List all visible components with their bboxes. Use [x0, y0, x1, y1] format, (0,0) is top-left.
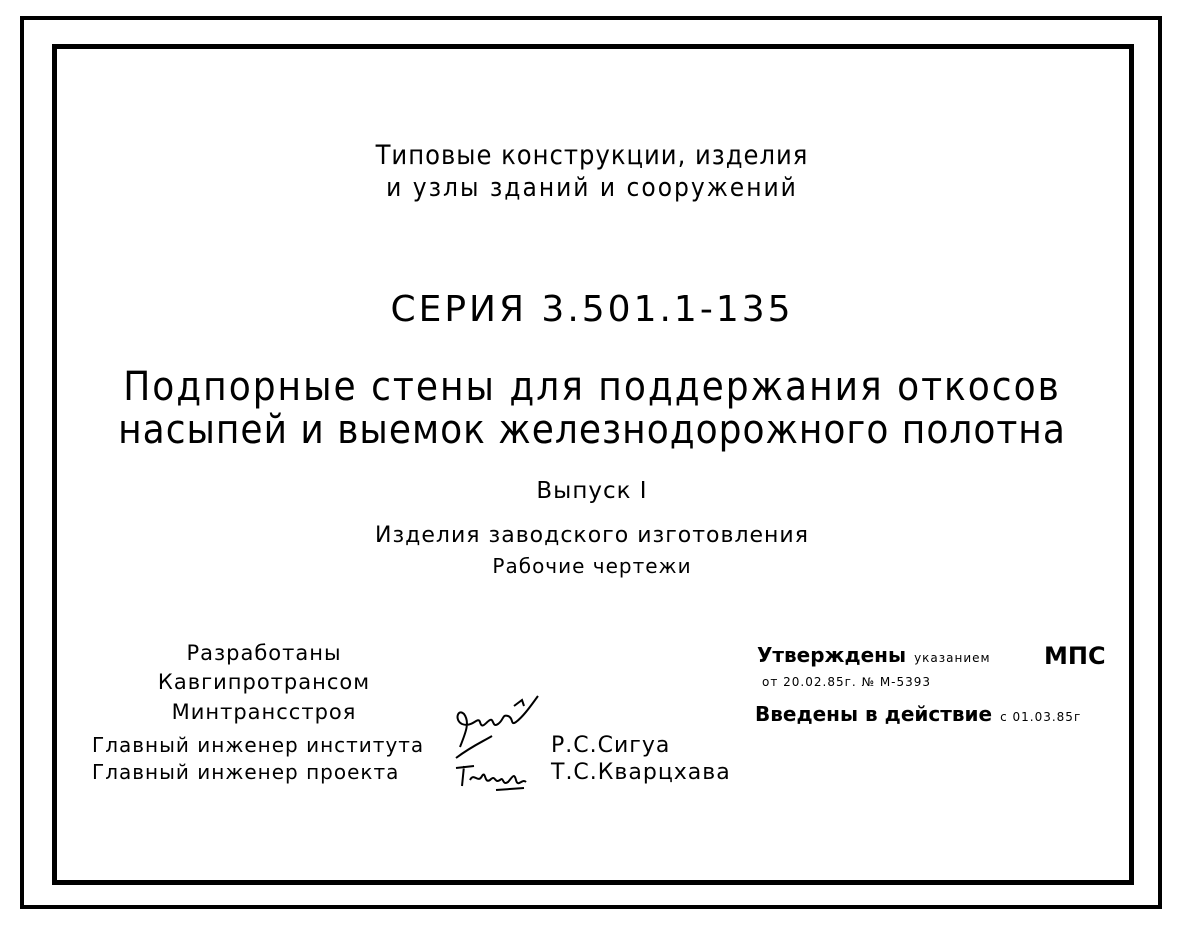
product-line-1: Изделия заводского изготовления: [375, 523, 809, 548]
header-line-1: Типовые конструкции, изделия: [375, 140, 809, 171]
by-order-label: указанием: [914, 651, 991, 665]
enacted-label: Введены в действие: [755, 702, 993, 726]
chief-engineer-institute-name: Р.С.Сигуа: [551, 733, 671, 758]
developer-line-2: Кавгипротрансом: [157, 670, 371, 694]
approval-line: [757, 645, 991, 665]
issue-label: Выпуск I: [536, 478, 648, 504]
enactment-line: [755, 704, 1081, 724]
order-date: от 20.02.85г. № М-5393: [762, 675, 932, 689]
series-number: СЕРИЯ 3.501.1-135: [390, 289, 794, 330]
title-line-2: насыпей и выемок железнодорожного полотна: [118, 407, 1066, 453]
enacted-date: с 01.03.85г: [1000, 710, 1082, 724]
signature-sigua: [452, 692, 547, 762]
chief-engineer-project-name: Т.С.Кварцхава: [551, 760, 731, 785]
chief-engineer-project-role: Главный инженер проекта: [92, 760, 400, 784]
title-line-1: Подпорные стены для поддержания откосов: [123, 364, 1061, 410]
approving-organization: МПС: [1044, 642, 1106, 670]
developer-line-3: Минтрансстроя: [171, 700, 357, 724]
chief-engineer-institute-role: Главный инженер института: [92, 733, 425, 757]
header-line-2: и узлы зданий и сооружений: [386, 173, 798, 203]
signature-kvartskhava: [452, 760, 532, 795]
developer-line-1: Разработаны: [186, 641, 342, 665]
approved-label: Утверждены: [757, 643, 907, 667]
product-line-2: Рабочие чертежи: [492, 554, 692, 578]
